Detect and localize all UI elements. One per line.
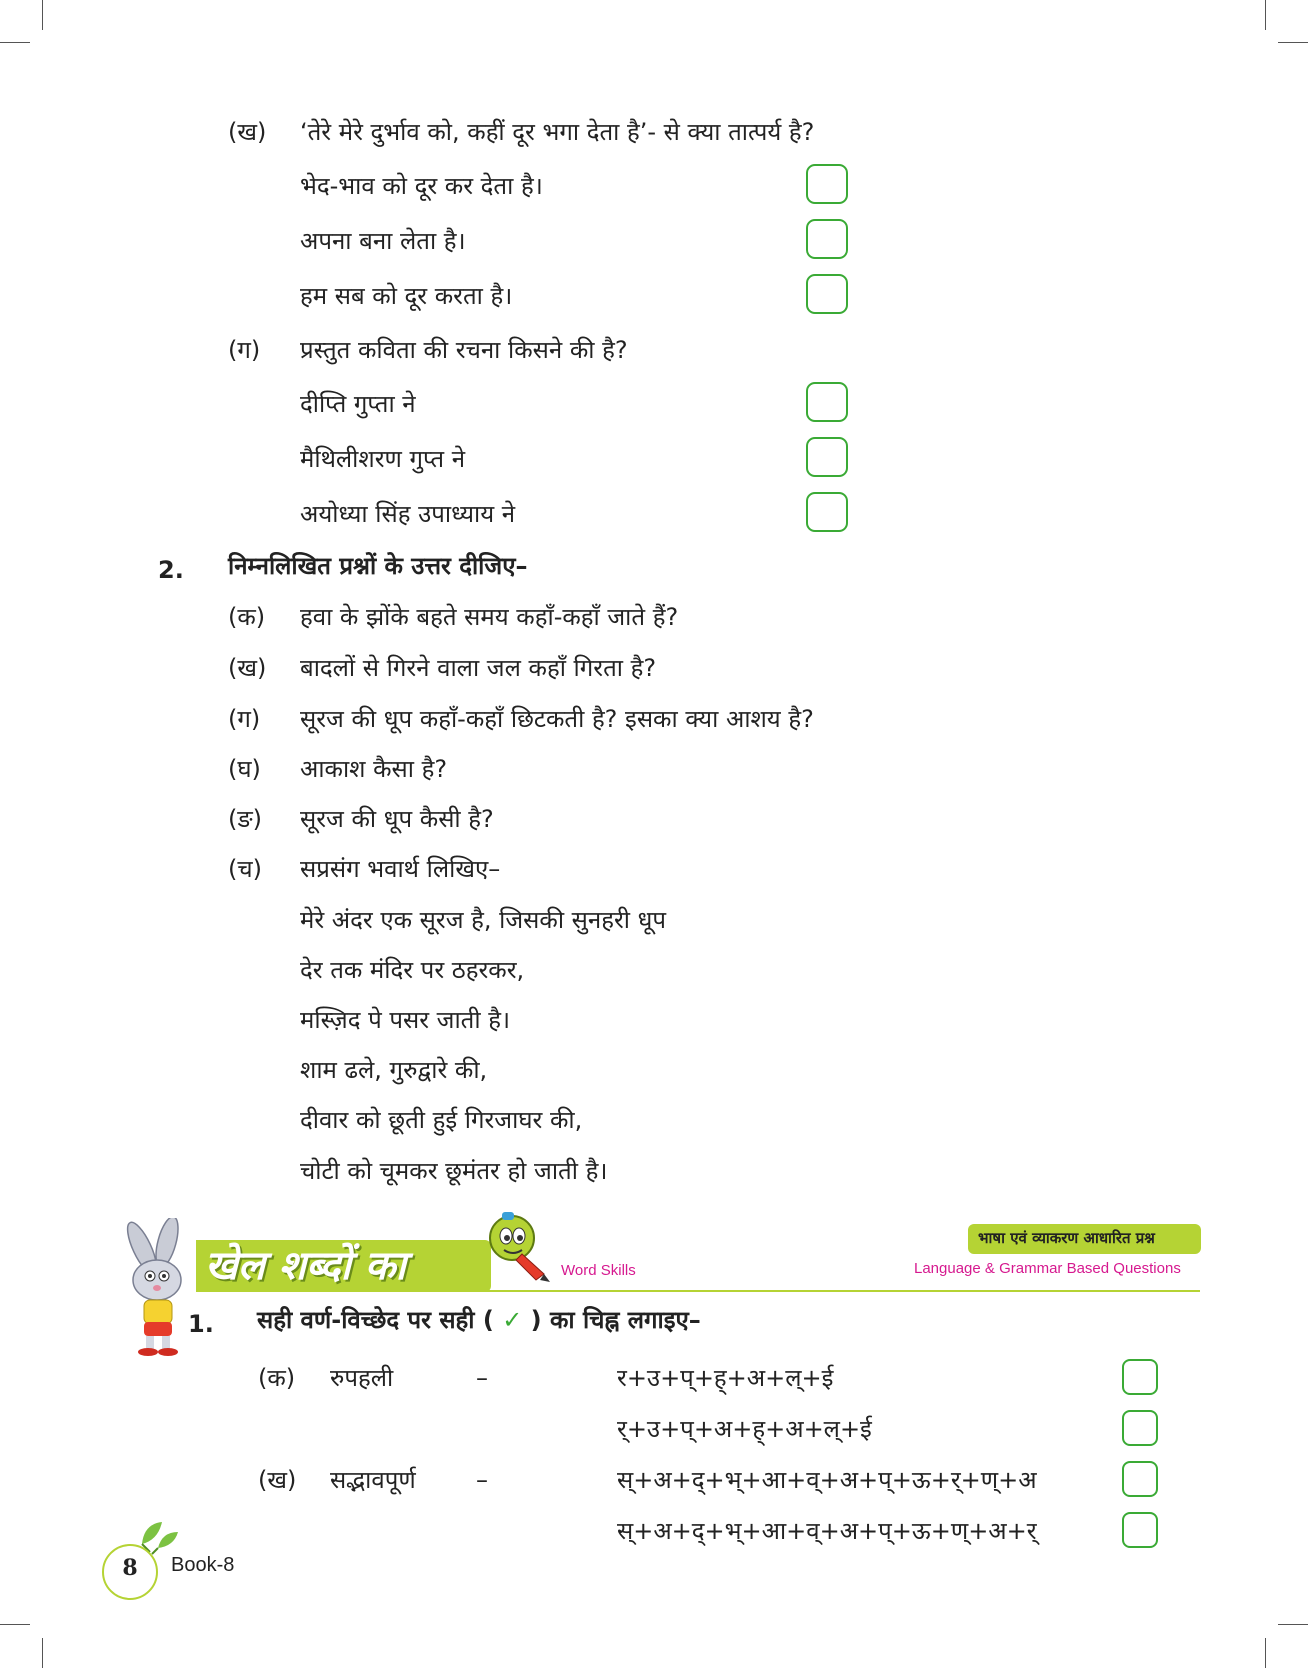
option-text: स्+अ+द्+भ्+आ+व्+अ+प्+ऊ+र्+ण्+अ [617,1466,1037,1494]
option-text: अपना बना लेता है। [300,227,466,255]
question-label: (ग) [228,336,261,364]
heading-text: सही वर्ण-विच्छेद पर सही ( [257,1306,494,1334]
poem-line: मस्ज़िद पे पसर जाती है। [300,1006,511,1034]
answer-checkbox[interactable] [806,219,848,259]
question-text: ‘तेरे मेरे दुर्भाव को, कहीं दूर भगा देता है’- से क्या तात्पर्य है? [300,118,815,146]
option-text: र्+उ+प्+अ+ह्+अ+ल्+ई [617,1415,872,1443]
dash: – [476,1466,488,1494]
item-text: आकाश कैसा है? [300,755,448,783]
word-text: रुपहली [330,1364,394,1392]
option-text: हम सब को दूर करता है। [300,282,513,310]
answer-checkbox[interactable] [1122,1512,1158,1548]
poem-line: शाम ढले, गुरुद्वारे की, [300,1056,488,1084]
page-number: 8 [122,1555,138,1581]
poem-line: चोटी को चूमकर छूमंतर हो जाती है। [300,1157,608,1185]
answer-checkbox[interactable] [1122,1359,1158,1395]
item-label: (क) [228,603,266,631]
item-text: बादलों से गिरने वाला जल कहाँ गिरता है? [300,654,657,682]
item-label: (घ) [228,755,261,783]
crop-mark [1278,1624,1308,1625]
crop-mark [1278,42,1308,43]
answer-checkbox[interactable] [1122,1410,1158,1446]
poem-line: देर तक मंदिर पर ठहरकर, [300,956,525,984]
item-text: सूरज की धूप कहाँ-कहाँ छिटकती है? इसका क्या आशय है? [300,705,814,733]
crop-mark [42,0,43,30]
heading-text: ) का चिह्न लगाइए– [530,1306,701,1334]
crop-mark [1265,1638,1266,1668]
check-mark-icon: ✓ [502,1306,523,1334]
crop-mark [0,1624,30,1625]
item-label: (ख) [258,1466,297,1494]
question-label: (ख) [228,118,267,146]
answer-checkbox[interactable] [1122,1461,1158,1497]
item-label: (क) [258,1364,296,1392]
question-heading: निम्नलिखित प्रश्नों के उत्तर दीजिए– [228,552,528,580]
poem-line: मेरे अंदर एक सूरज है, जिसकी सुनहरी धूप [300,906,666,934]
option-text: अयोध्या सिंह उपाध्याय ने [300,500,516,528]
answer-checkbox[interactable] [806,437,848,477]
crop-mark [0,42,30,43]
crop-mark [42,1638,43,1668]
answer-checkbox[interactable] [806,492,848,532]
answer-checkbox[interactable] [806,164,848,204]
word-text: सद्भावपूर्ण [330,1466,416,1494]
section-divider [196,1290,1200,1292]
item-label: (ग) [228,705,261,733]
question-text: प्रस्तुत कविता की रचना किसने की है? [300,336,628,364]
option-text: दीप्ति गुप्ता ने [300,390,416,418]
item-label: (च) [228,855,262,883]
item-text: सप्रसंग भवार्थ लिखिए– [300,855,501,883]
poem-line: दीवार को छूती हुई गिरजाघर की, [300,1106,583,1134]
question-number: 1. [188,1310,214,1338]
section-subtitle: Word Skills [561,1262,636,1279]
dash: – [476,1364,488,1392]
crop-mark [1265,0,1266,30]
item-label: (ख) [228,654,267,682]
option-text: स्+अ+द्+भ्+आ+व्+अ+प्+ऊ+ण्+अ+र् [617,1517,1037,1545]
question-number: 2. [158,556,184,584]
option-text: मैथिलीशरण गुप्त ने [300,445,466,473]
item-text: सूरज की धूप कैसी है? [300,805,494,833]
option-text: भेद-भाव को दूर कर देता है। [300,172,543,200]
item-text: हवा के झोंके बहते समय कहाँ-कहाँ जाते हैं? [300,603,679,631]
pencil-mascot-icon [482,1208,554,1284]
category-tag-english: Language & Grammar Based Questions [914,1260,1181,1277]
item-label: (ङ) [228,805,263,833]
option-text: र+उ+प्+ह्+अ+ल्+ई [617,1364,834,1392]
answer-checkbox[interactable] [806,274,848,314]
category-tag-hindi: भाषा एवं व्याकरण आधारित प्रश्न [978,1229,1155,1247]
answer-checkbox[interactable] [806,382,848,422]
question-heading [257,1304,701,1336]
section-title: खेल शब्दों का [205,1243,406,1289]
book-label: Book-8 [171,1554,235,1576]
